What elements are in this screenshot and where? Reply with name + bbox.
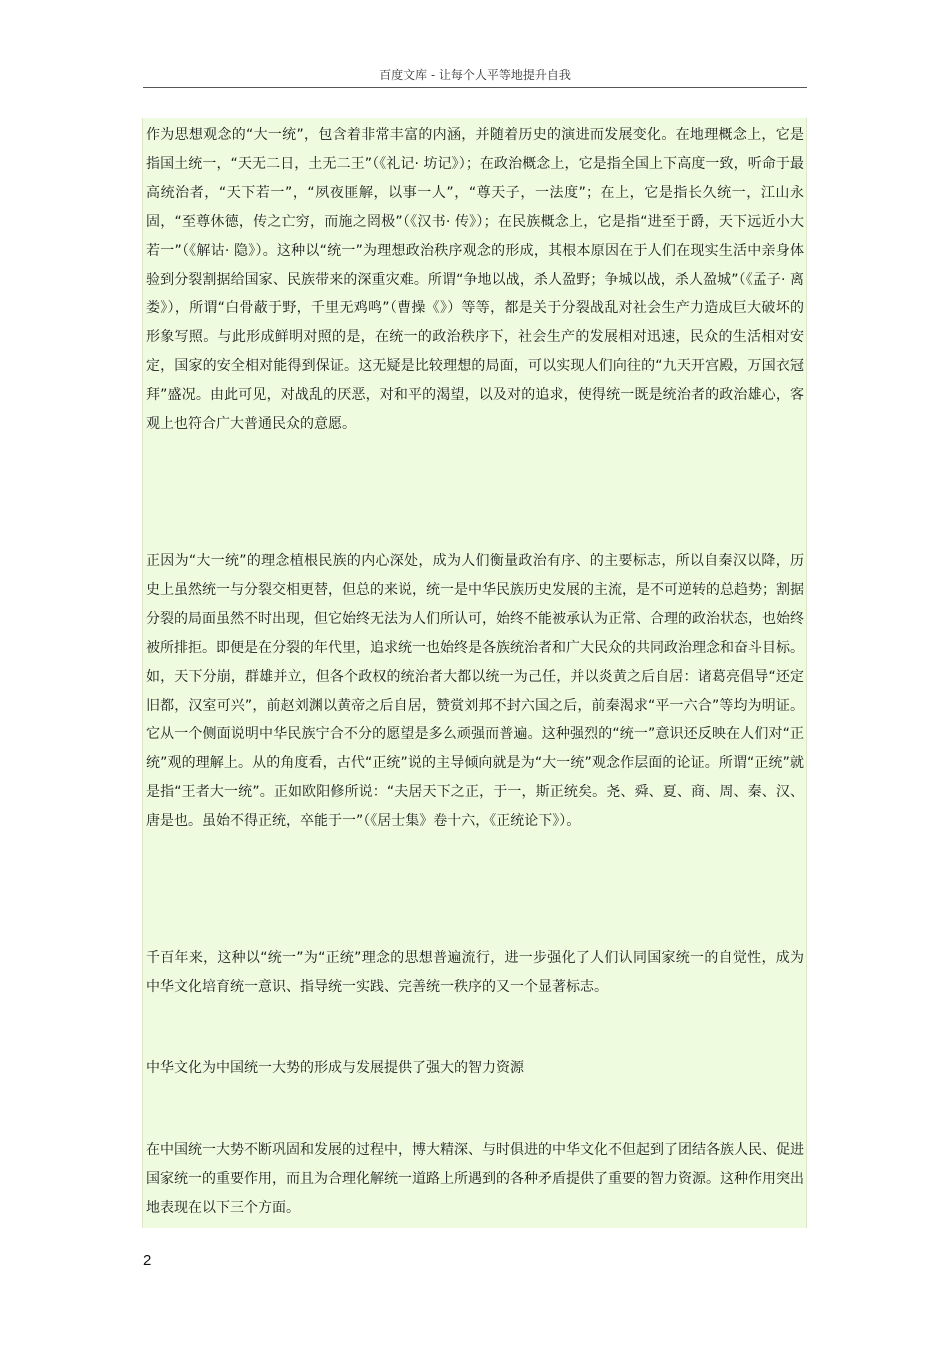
page-number: 2 xyxy=(143,1252,152,1269)
header-divider xyxy=(143,87,807,88)
paragraph-3: 千百年来，这种以“统一”为“正统”理念的思想普遍流行，进一步强化了人们认同国家统一的自觉性，成为中华文化培育统一意识、指导统一实践、完善统一秩序的又一个显著标志。 xyxy=(146,950,804,995)
page-header: 百度文库 - 让每个人平等地提升自我 xyxy=(379,68,571,82)
paragraph-1: 作为思想观念的“大一统”，包含着非常丰富的内涵，并随着历史的演进而发展变化。在地理概念上，它是指国土统一，“天无二日，土无二王”（《礼记· 坊记》）；在政治概念上，它是指全国上下高度一致，听命于最高统治者，“天下若一”，“夙夜匪解，以事一人”，“尊天子，一法度”；在上，它是指长久统一，江山永固，“至尊休德，传之亡穷，而施之罔极”（《汉书· 传》）；在民族概念上，它是指“进至于爵，天下远近小大若一”（《解诂· 隐》）。这种以“统一”为理想政治秩序观念的形成，其根本原因在于人们在现实生活中亲身体验到分裂割据给国家、民族带来的深重灾难。所谓“争地以战，杀人盈野；争城以战，杀人盈城”（《孟子· 离娄》），所谓“白骨蔽于野，千里无鸡鸣”（曹操《》）等等，都是关于分裂战乱对社会生产力造成巨大破坏的形象写照。与此形成鲜明对照的是，在统一的政治秩序下，社会生产的发展相对迅速，民众的生活相对安定，国家的安全相对能得到保证。这无疑是比较理想的局面，可以实现人们向往的“九天开宫殿，万国衣冠拜”盛况。由此可见，对战乱的厌恶，对和平的渴望，以及对的追求，使得统一既是统治者的政治雄心，客观上也符合广大普通民众的意愿。 xyxy=(146,127,804,433)
paragraph-5: 在中国统一大势不断巩固和发展的过程中，博大精深、与时俱进的中华文化不但起到了团结各族人民、促进国家统一的重要作用，而且为合理化解统一道路上所遇到的各种矛盾提供了重要的智力资源。这种作用突出地表现在以下三个方面。 xyxy=(146,1142,804,1216)
paragraph-2: 正因为“大一统”的理念植根民族的内心深处，成为人们衡量政治有序、的主要标志，所以自秦汉以降，历史上虽然统一与分裂交相更替，但总的来说，统一是中华民族历史发展的主流，是不可逆转的总趋势；割据分裂的局面虽然不时出现，但它始终无法为人们所认可，始终不能被承认为正常、合理的政治状态，也始终被所排拒。即便是在分裂的年代里，追求统一也始终是各族统治者和广大民众的共同政治理念和奋斗目标。如，天下分崩，群雄并立，但各个政权的统治者大都以统一为己任，并以炎黄之后自居：诸葛亮倡导“还定旧都，汉室可兴”，前赵刘渊以黄帝之后自居，赞赏刘邦不封六国之后，前秦渴求“平一六合”等均为明证。它从一个侧面说明中华民族宁合不分的愿望是多么顽强而普遍。这种强烈的“统一”意识还反映在人们对“正统”观的理解上。从的角度看，古代“正统”说的主导倾向就是为“大一统”观念作层面的论证。所谓“正统”就是指“王者大一统”。正如欧阳修所说：“夫居天下之正，于一，斯正统矣。尧、舜、夏、商、周、秦、汉、唐是也。虽始不得正统，卒能于一”（《居士集》卷十六，《正统论下》）。 xyxy=(146,553,804,830)
section-heading: 中华文化为中国统一大势的形成与发展提供了强大的智力资源 xyxy=(146,1060,524,1076)
document-body xyxy=(142,118,807,1228)
